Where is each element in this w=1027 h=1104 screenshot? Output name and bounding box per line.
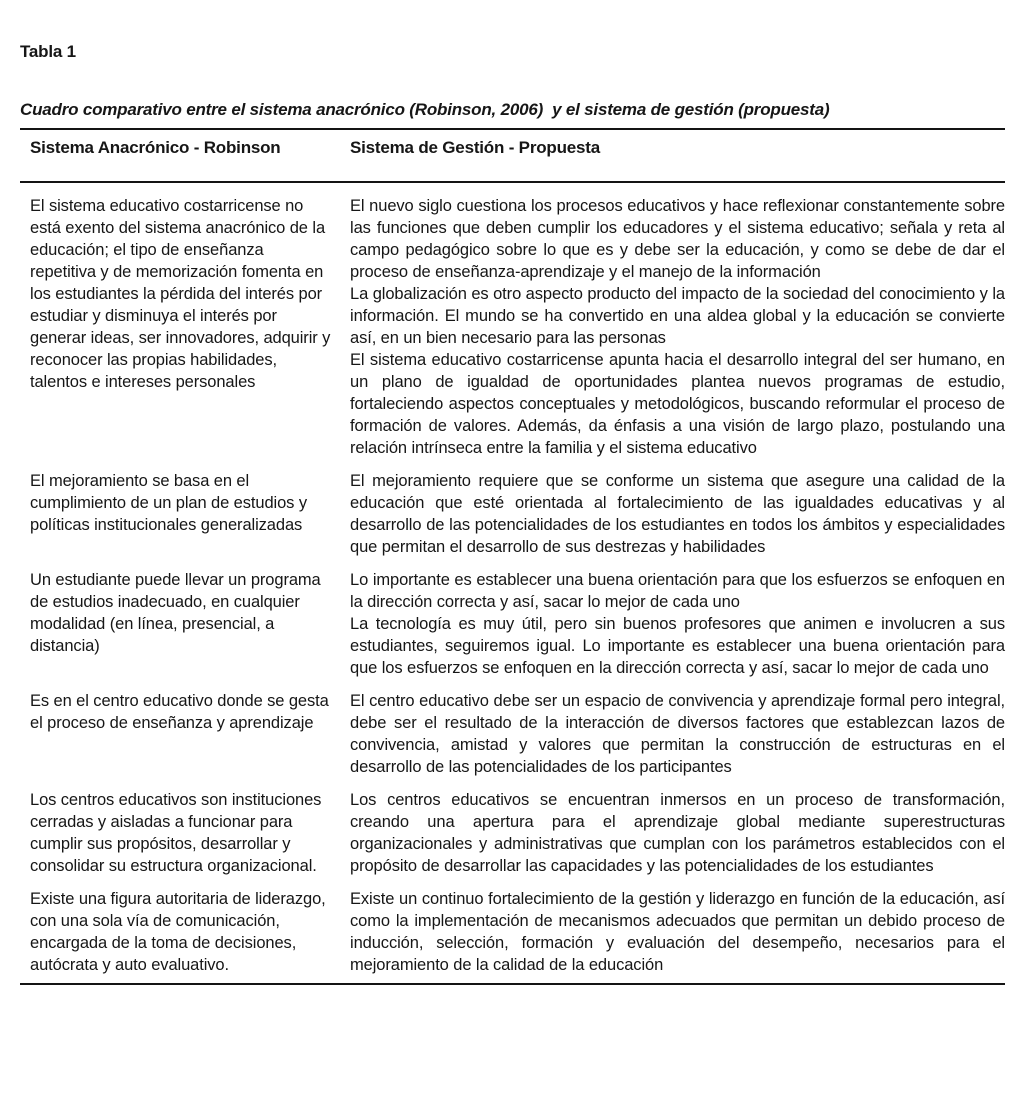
cell-anacronico (20, 195, 346, 393)
cell-anacronico (20, 470, 346, 536)
paragraph: Un estudiante puede llevar un programa de estudios inadecuado, en cualquier modalidad (en línea, presencial, a distancia) (30, 571, 321, 655)
cell-anacronico (20, 789, 346, 877)
cell-anacronico (20, 569, 346, 657)
column-header-anacronico: Sistema Anacrónico - Robinson (30, 138, 281, 157)
paragraph: Lo importante es establecer una buena orientación para que los esfuerzos se enfoquen en la dirección correcta y así, sacar lo mejor de cada uno (350, 571, 1005, 611)
paragraph: Existe un continuo fortalecimiento de la gestión y liderazgo en función de la educación, así como la implementación de mecanismos adecuados que permitan un debido proceso de inducción, selección, formación y evaluación del desempeño, necesarios para el mejoramiento de la calidad de la educación (350, 890, 1005, 974)
table-row (20, 470, 1005, 558)
paragraph: El centro educativo debe ser un espacio de convivencia y aprendizaje formal pero integral, debe ser el resultado de la interacción de diversos factores que establezcan lazos de convivencia, amistad y valores que permitan la construcción de estructuras en el desarrollo de las potencialidades de los participantes (350, 692, 1005, 776)
table-header-row (20, 130, 1005, 181)
table-row (20, 195, 1005, 459)
paragraph: El nuevo siglo cuestiona los procesos educativos y hace reflexionar constantemente sobre las funciones que deben cumplir los educadores y el sistema educativo; señala y reta al campo pedagógico sobre lo que es y debe ser la educación, y como se debe de dar el proceso de enseñanza-aprendizaje y el manejo de la información (350, 197, 1005, 281)
cell-gestion (346, 888, 1005, 976)
paragraph: El mejoramiento se basa en el cumplimiento de un plan de estudios y políticas institucionales generalizadas (30, 472, 307, 534)
table-row (20, 789, 1005, 877)
column-header-gestion: Sistema de Gestión - Propuesta (350, 138, 601, 157)
cell-gestion (346, 195, 1005, 459)
paragraph: Es en el centro educativo donde se gesta el proceso de enseñanza y aprendizaje (30, 692, 329, 732)
paragraph: El sistema educativo costarricense apunta hacia el desarrollo integral del ser humano, en un plano de igualdad de oportunidades plantea nuevos programas de estudio, fortaleciendo aspectos conceptuales y metodológicos, buscando reformular el proceso de formación de valores. Además, da énfasis a una visión de largo plazo, postulando una relación intrínseca entre la familia y el sistema educativo (350, 351, 1005, 457)
table-row (20, 690, 1005, 778)
paragraph: El sistema educativo costarricense no está exento del sistema anacrónico de la educación; el tipo de enseñanza repetitiva y de memorización fomenta en los estudiantes la pérdida del interés por estudiar y disminuya el interés por generar ideas, ser innovadores, adquirir y reconocer las propias habilidades, talentos e intereses personales (30, 197, 331, 391)
rule-bottom (20, 983, 1005, 985)
paragraph: Los centros educativos se encuentran inmersos en un proceso de transformación, creando una apertura para el aprendizaje global mediante superestructuras organizacionales y administrativas que cumplan con los parámetros establecidos con el propósito de desarrollar las capacidades y las potencialidades de los estudiantes (350, 791, 1005, 875)
cell-gestion (346, 690, 1005, 778)
paragraph: Los centros educativos son instituciones cerradas y aisladas a funcionar para cumplir sus propósitos, desarrollar y consolidar su estructura organizacional. (30, 791, 322, 875)
table-label: Tabla 1 (20, 42, 76, 61)
paragraph: La globalización es otro aspecto producto del impacto de la sociedad del conocimiento y la información. El mundo se ha convertido en una aldea global y la educación se convierte así, en un bien necesario para las personas (350, 285, 1005, 347)
cell-anacronico (20, 690, 346, 734)
table-body (20, 183, 1005, 976)
cell-gestion (346, 569, 1005, 679)
table-row (20, 888, 1005, 976)
cell-anacronico (20, 888, 346, 976)
paragraph: La tecnología es muy útil, pero sin buenos profesores que animen e involucren a sus estudiantes, seguiremos igual. Lo importante es establecer una buena orientación para que los esfuerzos se enfoquen en la dirección correcta y así, sacar lo mejor de cada uno (350, 615, 1005, 677)
paragraph: El mejoramiento requiere que se conforme un sistema que asegure una calidad de la educación que esté orientada al fortalecimiento de las igualdades educativas y al desarrollo de las potencialidades de los estudiantes en todos los ámbitos y especialidades que permitan el desarrollo de sus destrezas y habilidades (350, 472, 1005, 556)
cell-gestion (346, 789, 1005, 877)
table-caption: Cuadro comparativo entre el sistema anacrónico (Robinson, 2006) y el sistema de gestión (propuesta) (20, 100, 830, 119)
cell-gestion (346, 470, 1005, 558)
paragraph: Existe una figura autoritaria de liderazgo, con una sola vía de comunicación, encargada de la toma de decisiones, autócrata y auto evaluativo. (30, 890, 326, 974)
table-row (20, 569, 1005, 679)
